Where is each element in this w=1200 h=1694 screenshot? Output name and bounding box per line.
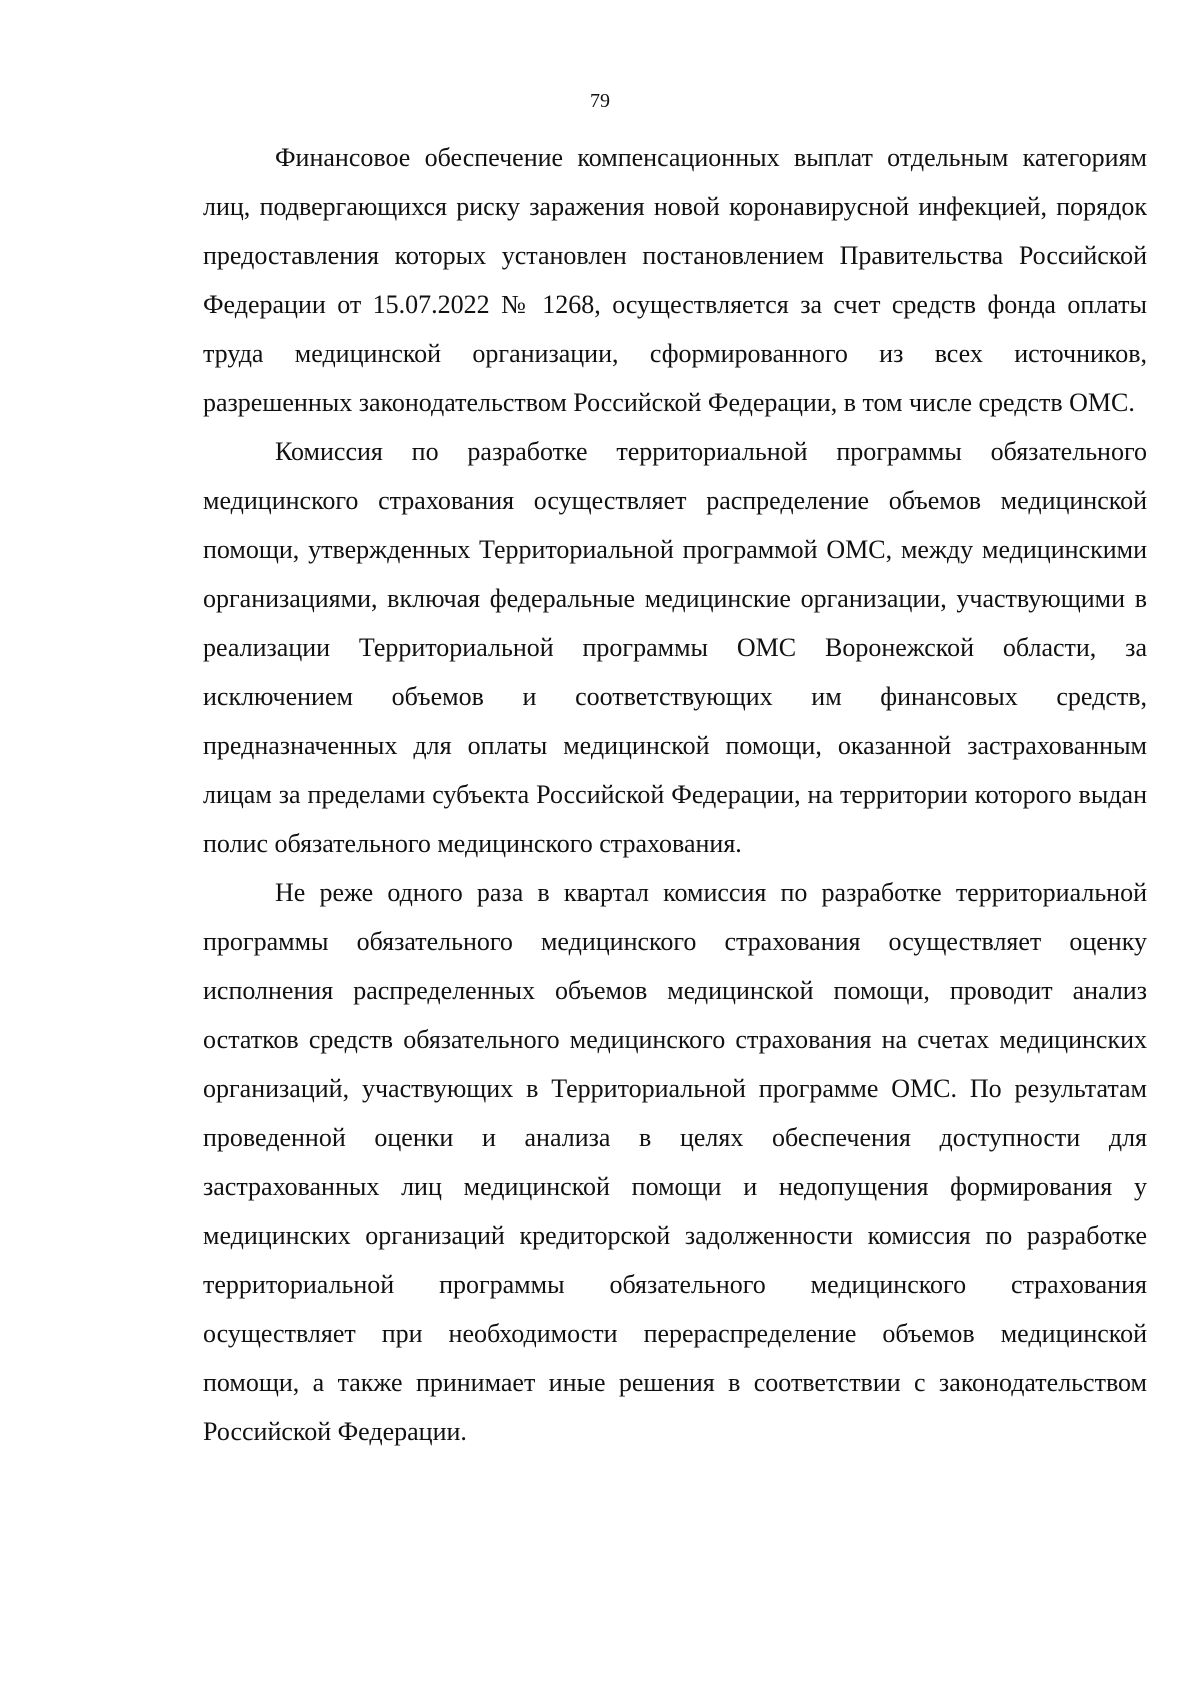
- document-body: [203, 133, 1147, 1456]
- page-number: 79: [590, 90, 610, 112]
- paragraph-quarterly-assessment: Не реже одного раза в квартал комиссия по разработке территориальной программы обязательного медицинского страхования осуществляет оценку исполнения распределенных объемов медицинской помощи, проводит анализ остатков средств обязательного медицинского страхования на счетах медицинских организаций, участвующих в Территориальной программе ОМС. По результатам проведенной оценки и анализа в целях обеспечения доступности для застрахованных лиц медицинской помощи и недопущения формирования у медицинских организаций кредиторской задолженности комиссия по разработке территориальной программы обязательного медицинского страхования осуществляет при необходимости перераспределение объемов медицинской помощи, а также принимает иные решения в соответствии с законодательством Российской Федерации.: [203, 878, 1147, 1446]
- paragraph-compensation-payments: Финансовое обеспечение компенсационных выплат отдельным категориям лиц, подвергающихся риску заражения новой коронавирусной инфекцией, порядок предоставления которых установлен постановлением Правительства Российской Федерации от 15.07.2022 № 1268, осуществляется за счет средств фонда оплаты труда медицинской организации, сформированного из всех источников, разрешенных законодательством Российской Федерации, в том числе средств ОМС.: [203, 143, 1147, 417]
- paragraph-commission-distribution: Комиссия по разработке территориальной программы обязательного медицинского страхования осуществляет распределение объемов медицинской помощи, утвержденных Территориальной программой ОМС, между медицинскими организациями, включая федеральные медицинские организации, участвующими в реализации Территориальной программы ОМС Воронежской области, за исключением объемов и соответствующих им финансовых средств, предназначенных для оплаты медицинской помощи, оказанной застрахованным лицам за пределами субъекта Российской Федерации, на территории которого выдан полис обязательного медицинского страхования.: [203, 437, 1147, 858]
